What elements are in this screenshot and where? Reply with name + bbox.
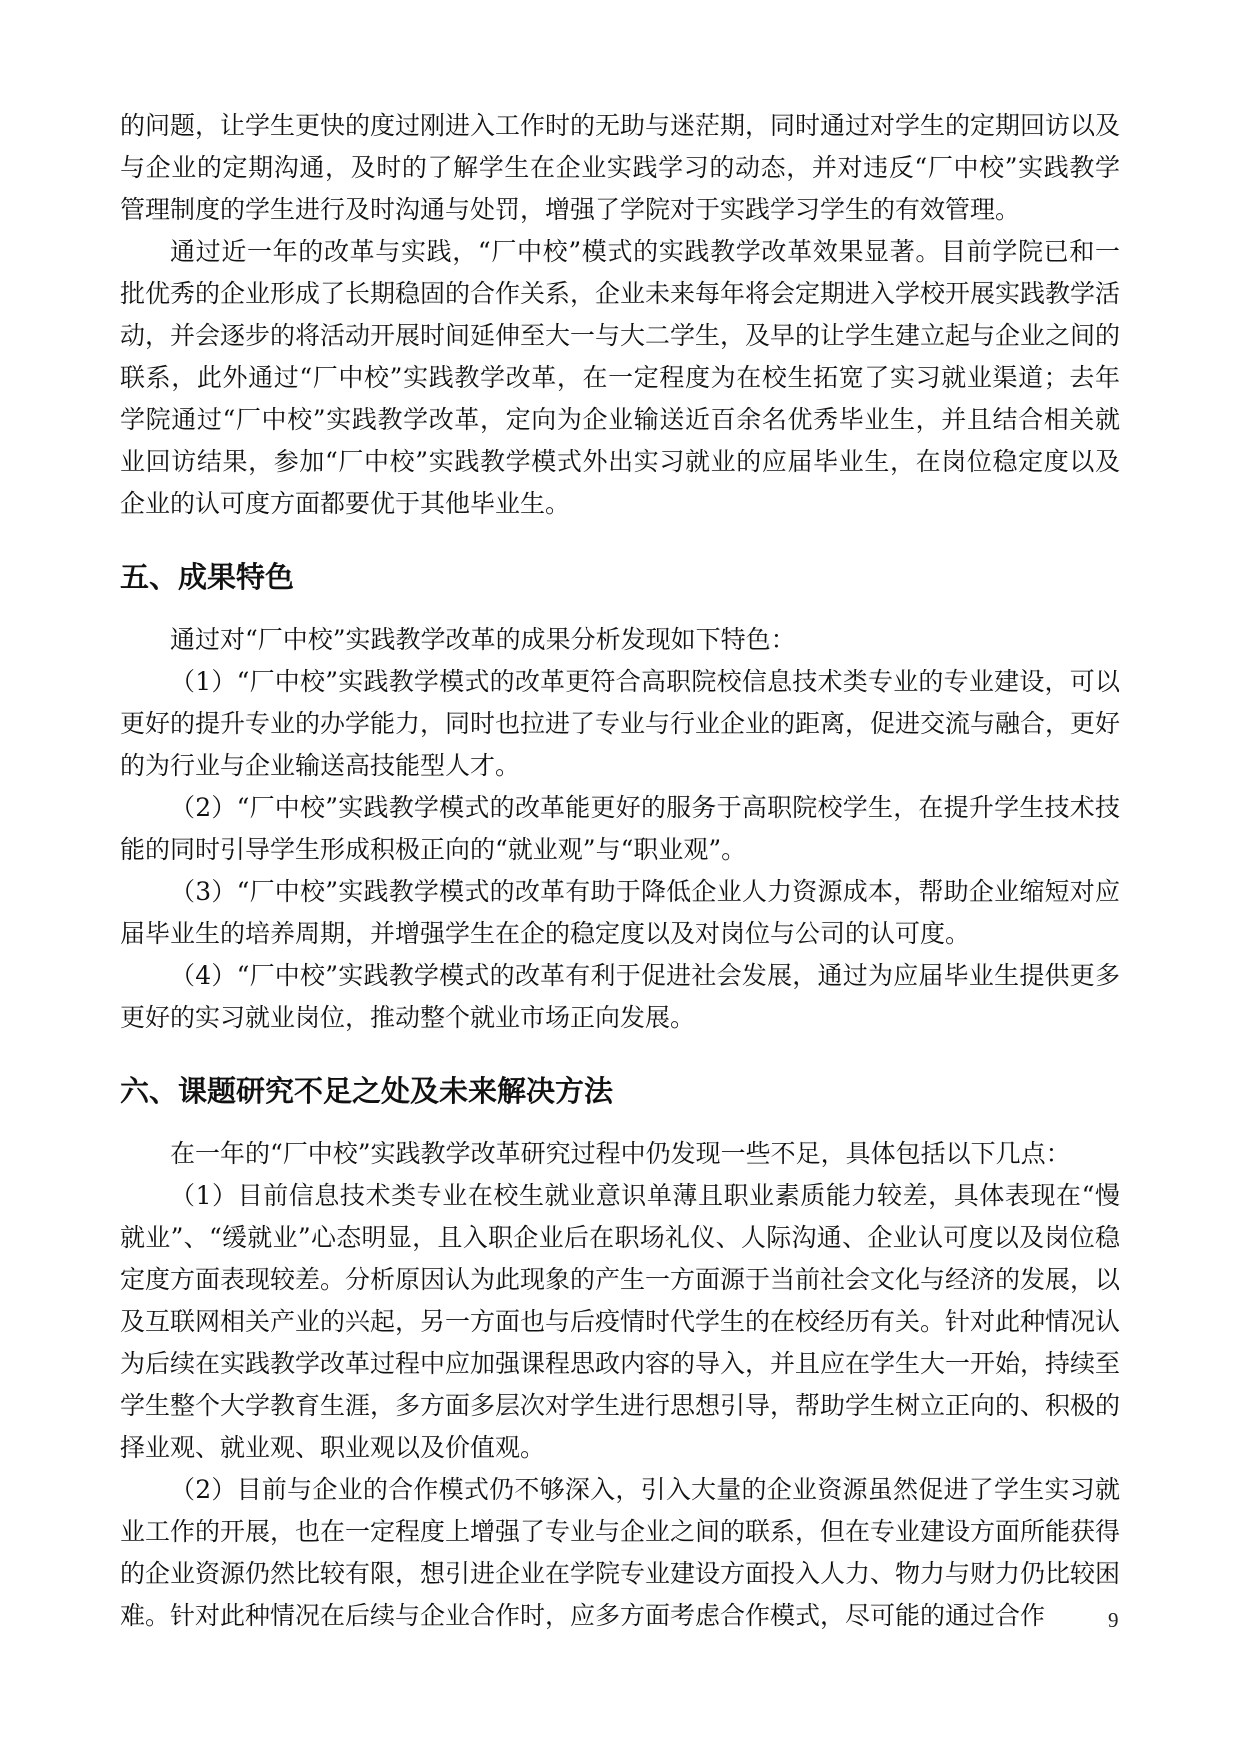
section5-item-4: （4）“厂中校”实践教学模式的改革有利于促进社会发展，通过为应届毕业生提供更多更好的实习就业岗位，推动整个就业市场正向发展。 — [120, 961, 1120, 1032]
section6-item-2: （2）目前与企业的合作模式仍不够深入，引入大量的企业资源虽然促进了学生实习就业工作的开展，也在一定程度上增强了专业与企业之间的联系，但在专业建设方面所能获得的企业资源仍然比较有限，想引进企业在学院专业建设方面投入人力、物力与财力仍比较困难。针对此种情况在后续与企业合作时，应多方面考虑合作模式，尽可能的通过合作 — [120, 1475, 1121, 1630]
section-heading-5: 五、成果特色 — [120, 560, 295, 594]
page-number: 9 — [1108, 1608, 1119, 1632]
section5-lead: 通过对“厂中校”实践教学改革的成果分析发现如下特色： — [170, 625, 796, 654]
section-heading-6: 六、课题研究不足之处及未来解决方法 — [120, 1074, 614, 1108]
document-page — [120, 105, 1120, 1637]
section5-item-2: （2）“厂中校”实践教学模式的改革能更好的服务于高职院校学生，在提升学生技术技能的同时引导学生形成积极正向的“就业观”与“职业观”。 — [120, 793, 1120, 864]
intro-paragraph-1: 的问题，让学生更快的度过刚进入工作时的无助与迷茫期，同时通过对学生的定期回访以及与企业的定期沟通，及时的了解学生在企业实践学习的动态，并对违反“厂中校”实践教学管理制度的学生进行及时沟通与处罚，增强了学院对于实践学习学生的有效管理。 — [120, 111, 1121, 224]
section5-item-1: （1）“厂中校”实践教学模式的改革更符合高职院校信息技术类专业的专业建设，可以更好的提升专业的办学能力，同时也拉进了专业与行业企业的距离，促进交流与融合，更好的为行业与企业输送高技能型人才。 — [120, 667, 1121, 780]
intro-paragraph-2: 通过近一年的改革与实践，“厂中校”模式的实践教学改革效果显著。目前学院已和一批优秀的企业形成了长期稳固的合作关系，企业未来每年将会定期进入学校开展实践教学活动，并会逐步的将活动开展时间延伸至大一与大二学生，及早的让学生建立起与企业之间的联系，此外通过“厂中校”实践教学改革，在一定程度为在校生拓宽了实习就业渠道；去年学院通过“厂中校”实践教学改革，定向为企业输送近百余名优秀毕业生，并且结合相关就业回访结果，参加“厂中校”实践教学模式外出实习就业的应届毕业生，在岗位稳定度以及企业的认可度方面都要优于其他毕业生。 — [120, 237, 1121, 518]
section5-item-3: （3）“厂中校”实践教学模式的改革有助于降低企业人力资源成本，帮助企业缩短对应届毕业生的培养周期，并增强学生在企的稳定度以及对岗位与公司的认可度。 — [120, 877, 1120, 948]
section6-lead: 在一年的“厂中校”实践教学改革研究过程中仍发现一些不足，具体包括以下几点： — [170, 1139, 1071, 1168]
section6-item-1: （1）目前信息技术类专业在校生就业意识单薄且职业素质能力较差，具体表现在“慢就业”、“缓就业”心态明显，且入职企业后在职场礼仪、人际沟通、企业认可度以及岗位稳定度方面表现较差。分析原因认为此现象的产生一方面源于当前社会文化与经济的发展，以及互联网相关产业的兴起，另一方面也与后疫情时代学生的在校经历有关。针对此种情况认为后续在实践教学改革过程中应加强课程思政内容的导入，并且应在学生大一开始，持续至学生整个大学教育生涯，多方面多层次对学生进行思想引导，帮助学生树立正向的、积极的择业观、就业观、职业观以及价值观。 — [120, 1181, 1121, 1462]
